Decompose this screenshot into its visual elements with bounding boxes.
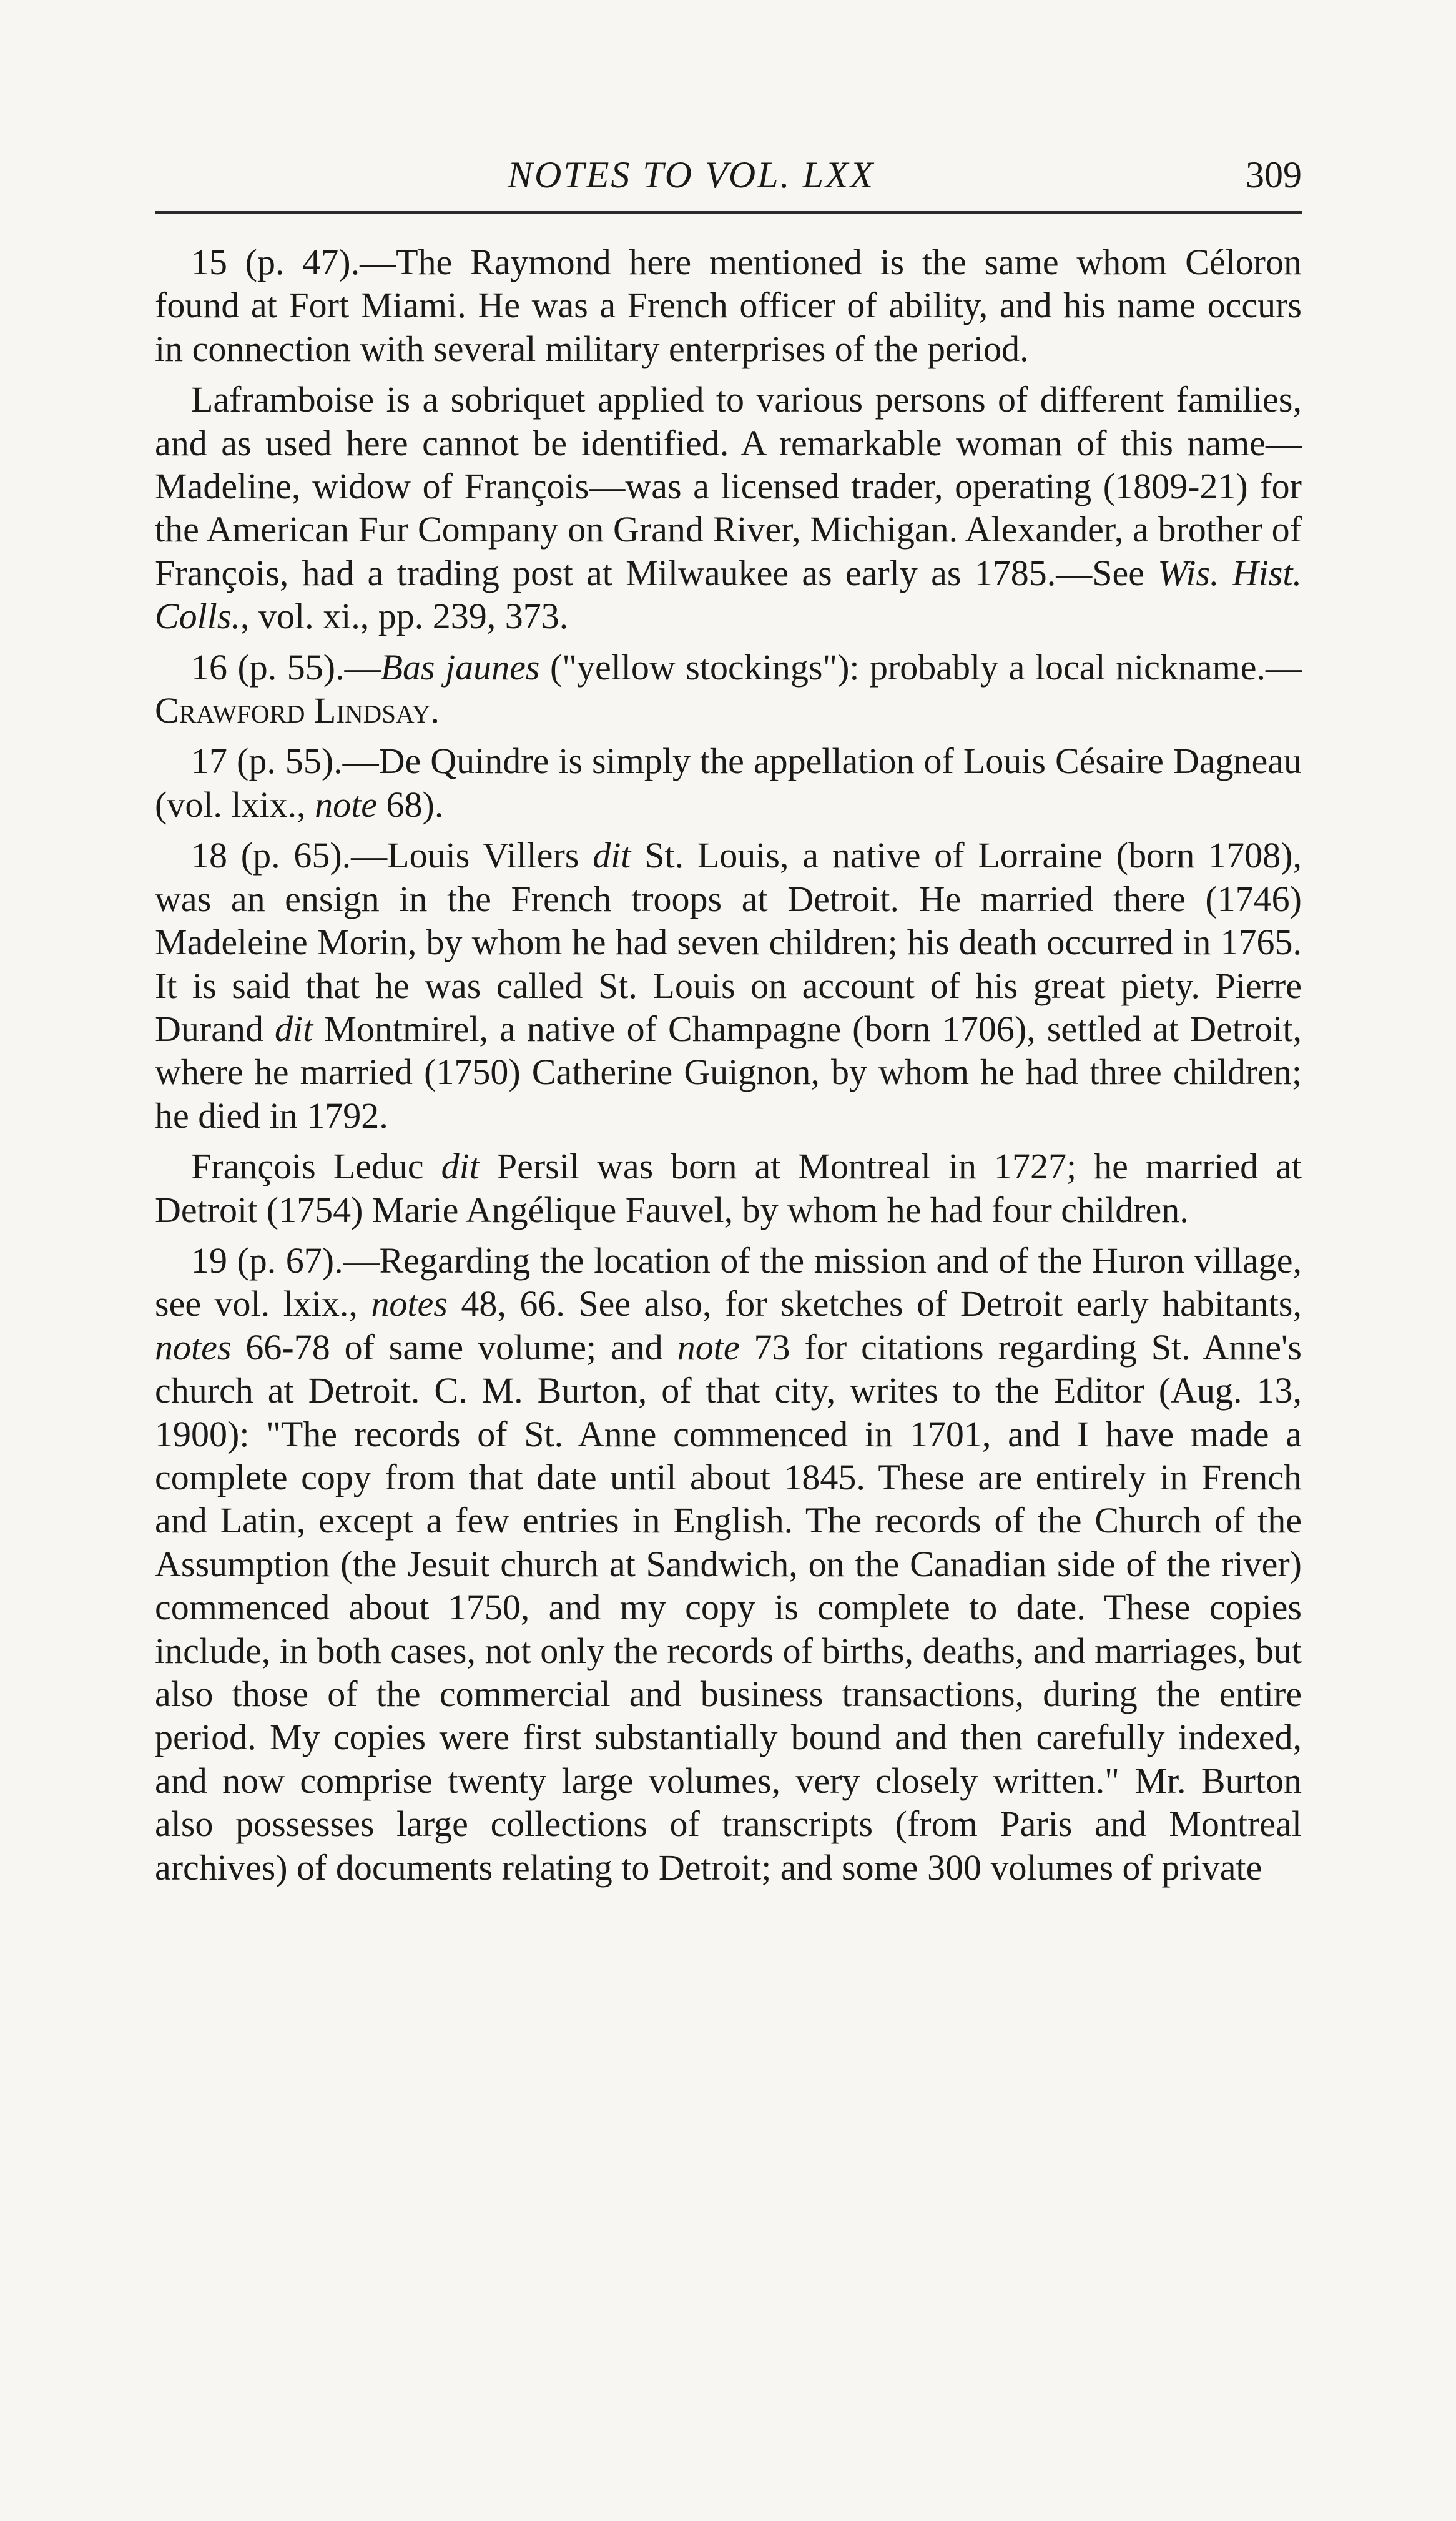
- italic-text: note: [315, 784, 378, 825]
- note-18-paragraph: [155, 834, 1302, 1137]
- running-title: NOTES TO VOL. LXX: [508, 154, 875, 195]
- note-text: 19 (p. 67).—Regarding the location of the mission and of the Huron village, see vol. lxix.,: [155, 1240, 1302, 1325]
- italic-text: Bas jaunes: [380, 646, 540, 688]
- note-text: 68).: [377, 784, 444, 825]
- note-15-paragraph: [155, 240, 1302, 370]
- note-text: 16 (p. 55).—: [191, 646, 381, 688]
- note-text: Laframboise is a sobriquet applied to various persons of different families, and as used here cannot be identified. A remarkable woman of this name—Madeline, widow of François—was a licensed trader, operating (1809-21) for the American Fur Company on Grand River, Michigan. Alexander, a brother of François, had a trading post at Milwaukee as early as 1785.—See: [155, 379, 1302, 593]
- italic-text: notes: [371, 1283, 448, 1325]
- note-text: St. Louis, a native of Lorraine (born 1708), was an ensign in the French troops at Detroit. He married there (1746) Madeleine Morin, by whom he had seven children; his death occurred in 1765. It is said that he was called St. Louis on account of his great piety. Pierre Durand: [155, 835, 1302, 1049]
- running-header: [155, 145, 1302, 205]
- note-17-paragraph: [155, 739, 1302, 826]
- note-text: 18 (p. 65).—Louis Villers: [191, 835, 593, 876]
- note-19-paragraph: [155, 1239, 1302, 1889]
- italic-text: dit: [441, 1146, 480, 1187]
- note-text: Persil was born at Montreal in 1727; he married at Detroit (1754) Marie Angélique Fauvel, by whom he had four children.: [155, 1146, 1302, 1230]
- note-15-cont-paragraph: [155, 378, 1302, 638]
- italic-text: Wis. Hist. Colls.: [155, 552, 1302, 637]
- page-number: 309: [1246, 154, 1302, 195]
- italic-text: dit: [593, 835, 631, 876]
- italic-text: note: [677, 1326, 740, 1368]
- note-text: François Leduc: [191, 1146, 441, 1187]
- note-text: 17 (p. 55).—De Quindre is simply the appellation of Louis Césaire Dagneau (vol. lxix.,: [155, 741, 1302, 825]
- note-text: 73 for citations regarding St. Anne's church at Detroit. C. M. Burton, of that city, writes to the Editor (Aug. 13, 1900): "The records of St. Anne commenced in 1701, and I have made a complete copy from that date until about 1845. These are entirely in French and Latin, except a few entries in English. The records of the Church of the Assumption (the Jesuit church at Sandwich, on the Canadian side of the river) commenced about 1750, and my copy is complete to date. These copies include, in both cases, not only the records of births, deaths, and marriages, but also those of the commercial and business transactions, during the entire period. My copies were first substantially bound and then carefully indexed, and now comprise twenty large volumes, very closely written." Mr. Burton also possesses large collections of transcripts (from Paris and Montreal archives) of documents relating to Detroit; and some 300 volumes of private: [155, 1326, 1302, 1888]
- note-text: 66-78 of same volume; and: [231, 1326, 677, 1368]
- note-text: 15 (p. 47).—The Raymond here mentioned is the same whom Céloron found at Fort Miami. He was a French officer of ability, and his name occurs in connection with several military enterprises of the period.: [155, 242, 1302, 369]
- note-18-cont-paragraph: [155, 1145, 1302, 1231]
- note-text: Montmirel, a native of Champagne (born 1706), settled at Detroit, where he married (1750) Catherine Guignon, by whom he had three children; he died in 1792.: [155, 1008, 1302, 1136]
- note-16-paragraph: [155, 646, 1302, 733]
- italic-text: notes: [155, 1326, 232, 1368]
- italic-text: dit: [275, 1008, 313, 1049]
- notes-body: [155, 240, 1302, 1897]
- note-text: ("yellow stockings"): probably a local nickname.—: [539, 646, 1302, 688]
- note-text: 48, 66. See also, for sketches of Detroit early habitants,: [447, 1283, 1302, 1325]
- header-rule: [155, 211, 1302, 214]
- author-signature: Crawford Lindsay.: [155, 690, 440, 731]
- note-text: , vol. xi., pp. 239, 373.: [240, 596, 569, 637]
